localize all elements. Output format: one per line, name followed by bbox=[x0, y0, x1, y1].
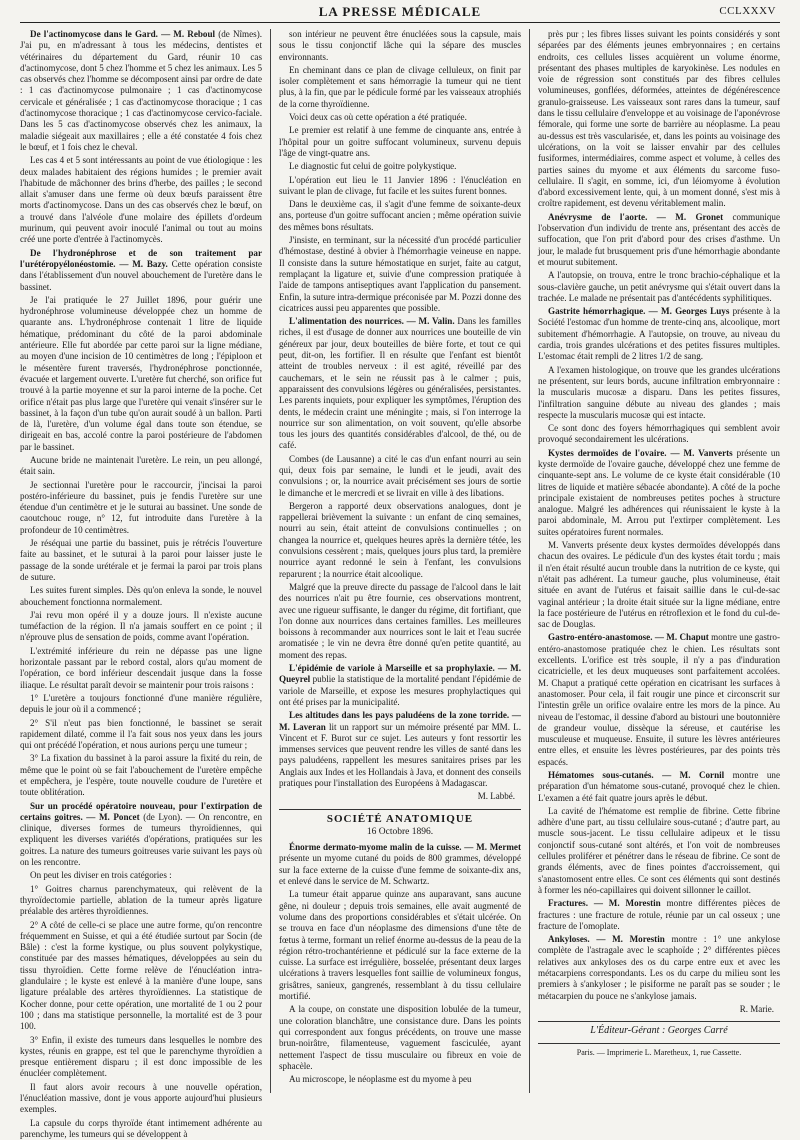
paragraph bbox=[20, 753, 262, 798]
paragraph-text: Dans les familles riches, il est d'usage de donner aux nourrices une bouteille de vin généreux par jour, deux bouteilles de bière forte, et tout ce qui peut, dit-on, les fortifier. Il en résulte que l'enfant est bientôt atteint de troubles nerveux : il est agité, réveillé par des cauchemars, et le sein ne réussit pas à le calmer ; puis, apparaissent des convulsions légères ou généralisées, persistantes. Les parents inquiets, pour expliquer les symptômes, l'éruption des dents, le médecin craint une méningite ; mais, si l'on interroge la nourrice sur son alimentation, on voit souvent, qu'elle absorbe tous les jours des quantités considérables d'alcool, de thé, ou de café. bbox=[279, 316, 521, 451]
paragraph bbox=[538, 365, 780, 421]
paragraph bbox=[20, 1082, 262, 1116]
paragraph-text: Le diagnostic fut celui de goitre polykystique. bbox=[289, 161, 457, 172]
paragraph-text: (de Nîmes). J'ai pu, en m'adressant à tous les médecins, dentistes et vétérinaires du département du Gard, réunir 10 cas d'actinomycose, dont 5 chez l'homme et 5 chez les animaux. Les 5 cas observés chez l'homme se décomposent ainsi par ordre de date : 1 cas d'actinomycose pulmonaire ; 1 cas d'actinomycose cervicale et généralisée ; 1 cas d'actinomycose thoracique ; 1 cas d'actinomycose thoracique ; 1 cas d'actinomycose cervico-faciale. Dans les 5 cas d'actinomycose observés chez les animaux, la maladie siégeait aux maxillaires ; elle a été constatée 4 fois chez le bœuf, et 1 fois chez le cheval. bbox=[20, 29, 263, 152]
paragraph bbox=[279, 29, 521, 63]
paragraph bbox=[279, 454, 521, 499]
paragraph bbox=[20, 29, 262, 153]
paragraph-text: 3° La fixation du bassinet à la paroi assure la fixité du rein, de même que le point où se fait l'abouchement de l'uretère empêche et empêchera, je l'espère, toute nouvelle coudure de l'uretère et toute oblitération. bbox=[20, 753, 262, 798]
paragraph bbox=[279, 889, 521, 1002]
paragraph bbox=[538, 632, 780, 768]
printer-line: Paris. — Imprimerie L. Maretheux, 1, rue Cassette. bbox=[538, 1043, 780, 1058]
column-right bbox=[538, 29, 780, 1093]
paragraph-text: L'extrémité inférieure du rein ne dépasse pas une ligne horizontale passant par le rebord costal, alors qu'au moment de l'opération, ce bord inférieur descendait jusque dans la fosse iliaque. Le résultat paraît devoir se maintenir pour trois raisons : bbox=[20, 645, 262, 690]
paragraph bbox=[279, 316, 521, 452]
paragraph bbox=[279, 1074, 521, 1085]
paragraph-heading: Ankyloses. — M. Morestin bbox=[548, 934, 665, 945]
paragraph bbox=[279, 125, 521, 159]
signature-labbe: M. Labbé. bbox=[477, 791, 515, 802]
paragraph-text: publie la statistique de la mortalité pendant l'épidémie de variole de Marseille, et expose les mesures prophylactiques qui ont été prises par la municipalité. bbox=[279, 674, 521, 707]
paragraph-text: A la coupe, on constate une disposition lobulée de la tumeur, une coloration blanchâtre, une consistance dure. Dans les points qui correspondent aux fongus précédents, on trouve une masse brun-noirâtre, filamenteuse, vaguement fasciculée, ayant nettement l'aspect de tissu musculaire ou fibreux en voie de sphacèle. bbox=[279, 1004, 521, 1071]
paragraph-text: lit un rapport sur un mémoire présenté par MM. L. Vincent et F. Burot sur ce sujet. Les auteurs y font ressortir les immenses services que peuvent rendre les villes de santé dans les pays paludéens, rappellent les mesures sanitaires prises par les Anglais aux Indes et les Hollandais à Java, et donnent des conseils pratiques pour l'installation des Européens à Madagascar. bbox=[279, 721, 521, 788]
paragraph bbox=[20, 480, 262, 536]
paragraph bbox=[20, 585, 262, 608]
paragraph bbox=[538, 806, 780, 896]
paragraph-text: Bergeron a rapporté deux observations analogues, dont je rappellerai brièvement la suivante : un enfant de cinq semaines, nourri au sein, était atteint de convulsions continuelles ; on changea la nourrice et, quelques heures après la dernière tétée, les convulsions cessèrent ; mais, quelques jours plus tard, la première nourrice ayant redonné le sein à l'enfant, les convulsions reparurent ; la nourrice était alcoolique. bbox=[279, 500, 521, 579]
right-articles bbox=[538, 29, 780, 1002]
section-date: 16 Octobre 1896. bbox=[366, 826, 434, 837]
section-title: SOCIÉTÉ ANATOMIQUE bbox=[279, 809, 521, 825]
paragraph-heading: Anévrysme de l'aorte. — M. Gronet bbox=[548, 211, 724, 222]
paragraph bbox=[279, 112, 521, 123]
paragraph bbox=[538, 898, 780, 932]
paragraph bbox=[20, 155, 262, 245]
paragraph-text: L'opération eut lieu le 11 Janvier 1896 : l'énucléation en suivant le plan de clivage, fut facile et les suites furent bonnes. bbox=[279, 174, 521, 196]
paragraph bbox=[20, 1035, 262, 1080]
paragraph-heading: Énorme dermato-myome malin de la cuisse. — M. Mermet bbox=[289, 842, 521, 853]
paragraph-text: J'ai revu mon opéré il y a douze jours. Il n'existe aucune tuméfaction de la région. Il n'a jamais souffert en ce point ; il n'éprouve plus de sensation de poids, comme avant l'opération. bbox=[20, 609, 262, 643]
paragraph bbox=[279, 710, 521, 789]
paragraph-text: A l'autopsie, on trouva, entre le tronc brachio-céphalique et la sous-clavière gauche, un petit anévrysme qui s'était ouvert dans la trachée. Le malade ne présentait pas d'antécédents syphilitiques. bbox=[538, 270, 780, 303]
paragraph-text: On peut les diviser en trois catégories : bbox=[30, 870, 172, 881]
paragraph bbox=[538, 540, 780, 630]
paragraph bbox=[538, 212, 780, 268]
paragraph-text: Je sectionnai l'uretère pour le raccourcir, j'incisai la paroi postéro-inférieure du bassinet, puis je fendis l'uretère sur une étendue d'un centimètre et je le suturai au bassinet. Une sonde de caoutchouc rouge, n° 12, fut introduite dans l'uretère à la profondeur de 10 centimètres. bbox=[20, 479, 262, 535]
paragraph-text: son intérieur ne peuvent être énucléées sous la capsule, mais sous le tissu conjonctif lâche qui la sépare des muscles environnants. bbox=[279, 29, 521, 62]
paragraph-heading: Fractures. — M. Morestin bbox=[548, 898, 661, 909]
paragraph bbox=[20, 646, 262, 691]
middle-articles bbox=[279, 29, 521, 789]
anatomique-articles bbox=[279, 842, 521, 1085]
paragraph-text: montre une gastro-entéro-anastomose pratiquée chez le chien. Les résultats sont excellents. L'orifice est très souple, il n'y a pas d'induration cicatricielle, et les deux muqueuses sont parfaitement accolées. M. Chaput a pratiqué cette opération en cicatrisant les surfaces à anastomoser. Pour cela, il fait rougir une pince et circonscrit sur l'intestin grêle un orifice ovalaire entre les mors de la pince. Au niveau de l'estomac, il dessine d'abord au bistouri une boutonnière de grandeur voulue, dissèque la séreuse, et cautérise les musculeuse et muqueuse. Ensuite, il suture les lèvres antérieures entre elles, et ensuite les lèvres postérieures, par des points très espacés. bbox=[538, 632, 780, 767]
paragraph bbox=[20, 538, 262, 583]
paragraph-heading: Sur un procédé opératoire nouveau, pour l'extirpation de certains goitres. — M. Poncet bbox=[20, 800, 262, 822]
paragraph bbox=[279, 175, 521, 198]
paragraph-text: présente à la Société l'estomac d'un homme de trente-cinq ans, alcoolique, mort subitement d'hémorrhagie. A l'autopsie, on trouve, au niveau du cardia, trois grandes ulcérations et des petites fissures multiples. L'estomac était rempli de 2 litres 1/2 de sang. bbox=[538, 306, 780, 362]
paragraph-text: montre une préparation d'un hématome sous-cutané, provoqué chez le chien. L'examen a été fait quatre jours après le début. bbox=[538, 770, 780, 803]
paragraph-text: Combes (de Lausanne) a cité le cas d'un enfant nourri au sein qui, deux fois par semaine, le lundi et le jeudi, avait des convulsions ; or, la nourrice avait précisément ses jours de sortie le dimanche et le mercredi et se livrait en ville à des libations. bbox=[279, 453, 521, 498]
footer-rule bbox=[538, 1021, 780, 1022]
paragraph-text: 1° L'uretère a toujours fonctionné d'une manière régulière, depuis le jour où il a commencé ; bbox=[20, 692, 262, 715]
paragraph-text: A l'examen histologique, on trouve que les grandes ulcérations ne présentent, sur leurs bords, aucune infiltration embryonnaire : la muscularis mucosæ a disparu. Dans les petites fissures, l'infiltration sanguine débute au niveau des glandes ; mais respecte la muscularis mucosæ qui est intacte. bbox=[538, 364, 780, 420]
paragraph-heading: Gastrite hémorrhagique. — M. Georges Luys bbox=[548, 306, 730, 317]
paragraph bbox=[538, 423, 780, 446]
paragraph-text: La capsule du corps thyroïde étant intimement adhérente au parenchyme, les tumeurs qui se développent à bbox=[20, 1117, 262, 1139]
column-middle bbox=[279, 29, 521, 1093]
paragraph-text: Au microscope, le néoplasme est du myome à peu bbox=[289, 1074, 472, 1085]
paragraph-text: Le premier est relatif à une femme de cinquante ans, entrée à l'hôpital pour un goitre suffocant volumineux, survenu depuis l'âge de vingt-quatre ans. bbox=[279, 125, 521, 158]
paragraph-text: 2° S'il n'eut pas bien fonctionné, le bassinet se serait rapidement dilaté, comme il l'a fait sous nos yeux dans les jours qui ont précédé l'opération, et nous aurions perçu une tumeur ; bbox=[20, 717, 262, 751]
paragraph bbox=[279, 842, 521, 887]
paragraph-text: Je l'ai pratiquée le 27 Juillet 1896, pour guérir une hydronéphrose volumineuse développée chez un homme de quarante ans. L'hydronéphrose contenait 1 litre de liquide hématique, prédominant du côté de la paroi abdominale antérieure. Elle fut abordée par cette paroi sur la ligne médiane, au moyen d'une incision de 10 centimètres de long ; l'épiploon et le mésentère furent traversés, l'hydronéphrose ponctionnée, évacuée et largement ouverte. L'uretère fut cherché, son orifice fut trouvé à la partie moyenne et sur la paroi interne de la poche. Cet orifice n'était pas plus large que l'uretère qui venait s'insérer sur le bassinet, à la façon d'un tube qu'on aurait soudé à un ballon. Parti de là, l'uretère, d'un volume égal dans toute son étendue, se dirigeait en bas, accolé contre la paroi postérieure de l'abdomen par le bassinet. bbox=[20, 294, 262, 452]
paragraph bbox=[279, 501, 521, 580]
editor-line: L'Éditeur-Gérant : Georges Carré bbox=[590, 1025, 728, 1037]
paragraph-text: 1° Goitres charnus parenchymateux, qui relèvent de la thyroïdectomie partielle, ablation de la tumeur après ligature préalable des artères thyroïdiennes. bbox=[20, 883, 262, 917]
paragraph-text: Il faut alors avoir recours à une nouvelle opération, l'énucléation massive, dont je vous apporte aujourd'hui plusieurs exemples. bbox=[20, 1081, 262, 1115]
paragraph-text: 2° A côté de celle-ci se place une autre forme, qu'on rencontre fréquemment en Suisse, et qui a été étudiée surtout par Socin (de Bâle) : c'est la forme kystique, ou plus souvent polykystique, constituée par des masses hématiques, développées au sein du tissu thyroïdien. Cette forme relève de l'énucléation intra-glandulaire ; le kyste est enlevé à la manière d'une loupe, sans ligature préalable des artères thyroïdiennes. La statistique de Kocher donne, pour cette opération, une mortalité de 1 ou 2 pour 100 ; dans ma statistique personnelle, la mortalité est de 3 pour 100. bbox=[20, 919, 262, 1032]
paragraph bbox=[538, 306, 780, 362]
paragraph bbox=[20, 610, 262, 644]
paragraph-heading: Les altitudes dans les pays paludéens de la zone torride. — M. Laveran bbox=[279, 710, 521, 732]
paragraph bbox=[538, 770, 780, 804]
page-header bbox=[20, 0, 780, 23]
paragraph-heading: Hématomes sous-cutanés. — M. Cornil bbox=[548, 770, 725, 780]
journal-title: LA PRESSE MÉDICALE bbox=[318, 4, 482, 19]
paragraph-text: présente un kyste dermoïde de l'ovaire gauche, développé chez une femme de cinquante-sept ans. Le volume de ce kyste était considérable (10 litres de liquide et matière sébacée abondante). A côté de la poche principale existaient de nombreuses petites poches à structure analogue. Malgré les adhérences qui réunissaient le kyste à la paroi abdominale, M. Arrou put l'extirper complètement. Les suites opératoires furent normales. bbox=[538, 447, 780, 537]
paragraph bbox=[20, 920, 262, 1033]
paragraph-text: Les cas 4 et 5 sont intéressants au point de vue étiologique : les deux malades habitaient des régions humides ; le premier avait l'habitude de mâchonner des brins d'herbe, des pailles ; le second allait s'amuser dans une ferme où deux bœufs paraissent être morts d'actinomycose. Dans un des cas observés chez le bœuf, on a trouvé dans l'alvéole d'une molaire des épillets d'ordeum murinum, qui peuvent avoir inoculé l'animal ou tout au moins créé une porte d'entrée à l'actinomycès. bbox=[20, 155, 262, 245]
paragraph-heading: Kystes dermoïdes de l'ovaire. — M. Vanverts bbox=[548, 447, 733, 458]
paragraph-text: Cette opération consiste dans l'établissement d'un nouvel abouchement de l'uretère dans le bassinet. bbox=[20, 258, 262, 292]
column-rule bbox=[270, 29, 271, 1093]
signature-marie: R. Marie. bbox=[739, 1003, 774, 1014]
paragraph bbox=[279, 1004, 521, 1072]
column-left bbox=[20, 29, 263, 1139]
paragraph-text: 3° Enfin, il existe des tumeurs dans lesquelles le nombre des kystes, réunis en grappe, est tel que le parenchyme thyroïdien a presque entièrement disparu ; il est donc impossible de les énucléer complètement. bbox=[20, 1034, 262, 1079]
paragraph-heading: L'épidémie de variole à Marseille et sa prophylaxie. — M. Queyrel bbox=[279, 663, 521, 685]
paragraph bbox=[20, 801, 262, 869]
paragraph-text: Voici deux cas où cette opération a été pratiquée. bbox=[289, 112, 467, 123]
paragraph-text: J'insiste, en terminant, sur la nécessité d'un procédé particulier d'hémostase, destiné à obvier à l'hémorrhagie veineuse en nappe. Il consiste dans la suture hémostatique en surjet, faite au catgut, remplaçant la ligature et, suivie d'une compression pratiquée à l'aide de tampons antiseptiques avant l'application du pansement. Enfin, la suture intra-dermique préconisée par M. Pozzi donne des cicatrices aussi peu apparentes que possible. bbox=[279, 235, 521, 313]
paragraph bbox=[20, 693, 262, 716]
paragraph bbox=[20, 295, 262, 453]
paragraph bbox=[20, 884, 262, 918]
paragraph bbox=[279, 663, 521, 708]
columns bbox=[10, 23, 790, 1139]
paragraph bbox=[20, 870, 262, 881]
paragraph-heading: De l'hydronéphrose et de son traitement par l'urétéropyélonéostomie. — M. Bazy. bbox=[20, 247, 262, 269]
paragraph bbox=[20, 718, 262, 752]
paragraph-text: communique l'observation d'un individu de trente ans, présentant des accès de suffocation, que l'on prit d'abord pour des crises d'asthme. Un jour, le malade fut brusquement pris d'une hémorrhagie abondante et mourut subitement. bbox=[538, 211, 780, 267]
paragraph-text: La tumeur était apparue quinze ans auparavant, sans aucune gêne, ni douleur ; depuis trois semaines, elle avait augmenté de volume dans des proportions considérables et s'était ulcérée. On se trouva en face d'un néoplasme des dimensions d'une tête de fœtus à terme, formant un relief énorme au-dessus de la peau de la région rétro-trochantérienne et pédiculé sur la face externe de la cuisse. La surface est irrégulière, bosselée, présentant deux larges ulcérations à travers lesquelles font saillie de volumineux fongus, grisâtres, sanieux, gangrenés, ressemblant à du tissu cellulaire mortifié. bbox=[279, 889, 521, 1002]
paragraph bbox=[279, 65, 521, 110]
paragraph bbox=[538, 29, 780, 210]
column-rule bbox=[529, 29, 530, 1093]
paragraph-text: M. Vanverts présente deux kystes dermoïdes développés dans chacun des ovaires. Le pédicule d'un des kystes était tordu ; mais il n'en était résulté aucun trouble dans la nutrition de ce kyste, qui n'était pas adhérent. La tumeur gauche, plus volumineuse, était située en avant de l'utérus et faisait saillie dans le cul-de-sac vaginal antérieur ; la droite était située sur la ligne médiane, entre la face postérieure de l'utérus en rétroflexion et le fond du cul-de-sac de Douglas. bbox=[538, 540, 780, 630]
paragraph-text: Malgré que la preuve directe du passage de l'alcool dans le lait des nourrices n'ait pu être fournie, ces observations montrent, avec une rigueur suffisante, le danger du régime, dit fortifiant, que l'on donne aux nourrices dans certaines familles. Les meilleures boissons à recommander aux nourrices sont le lait et l'eau sucrée aromatisée ; le vin ne devra être donné qu'en petite quantité, au moment des repas. bbox=[279, 581, 521, 660]
paragraph bbox=[538, 270, 780, 304]
paragraph-text: Aucune bride ne maintenait l'uretère. Le rein, un peu allongé, était sain. bbox=[20, 454, 262, 477]
paragraph bbox=[538, 448, 780, 538]
paragraph-text: La cavité de l'hématome est remplie de fibrine. Cette fibrine adhère d'une part, au tissu cellulaire sous-cutané ; d'autre part, au muscle sous-jacent. Le tissu cellulaire adipeux et le tissu conjonctif sous-cutané sont altérés, et l'on voit de nombreuses cellules proliférer et pénétrer dans le réseau de fibrine. Ce sont de grands éléments, avec de fines pointes d'accroissement, qui s'anastomosent entre elles. Ce sont ces éléments qui sont destinés à former les néo-capillaires qui doivent sillonner le caillot. bbox=[538, 805, 780, 895]
paragraph-text: montre différentes pièces de fractures : une fracture de rotule, réunie par un cal osseux ; une fracture de l'omoplate. bbox=[538, 898, 780, 931]
paragraph bbox=[20, 455, 262, 478]
page-number: CCLXXXV bbox=[719, 5, 776, 17]
paragraph-text: Les suites furent simples. Dès qu'on enleva la sonde, le nouvel abouchement fonctionna normalement. bbox=[20, 585, 262, 607]
paragraph-text: présente un myome cutané du poids de 800 grammes, développé sur la face externe de la cuisse d'une femme de soixante-dix ans, et enlevé dans le service de M. Schwartz. bbox=[279, 853, 521, 887]
paragraph-text: Ce sont donc des foyers hémorrhagiques qui semblent avoir provoqué secondairement les ulcérations. bbox=[538, 423, 780, 445]
paragraph bbox=[279, 582, 521, 661]
paragraph bbox=[20, 248, 262, 293]
paragraph-text: (de Lyon). — On rencontre, en clinique, diverses formes de tumeurs thyroïdiennes, qui expliquent les diverses variétés d'opérations, pratiquées sur les goitres. La nature des tumeurs goitreuses varie suivant les pays où on les rencontre. bbox=[20, 811, 262, 868]
paragraph-heading: Gastro-entéro-anastomose. — M. Chaput bbox=[548, 632, 709, 643]
paragraph bbox=[538, 934, 780, 1002]
paragraph bbox=[279, 235, 521, 314]
paragraph-heading: De l'actinomycose dans le Gard. — M. Reboul bbox=[30, 29, 216, 39]
paragraph-text: En cheminant dans ce plan de clivage celluleux, on finit par isoler complètement et sans hémorragie la tumeur qui ne tient plus, à la fin, que par le pédicule formé par les vaisseaux atrophiés de la corne thyroïdienne. bbox=[279, 64, 521, 109]
paragraph bbox=[279, 161, 521, 172]
paragraph-text: montre : 1° une ankylose complète de l'astragale avec le scaphoïde ; 2° différentes pièces relatives aux ankyloses des os du carpe entre eux et avec les métacarpiens correspondants. Les os du carpe du milieu sont les premiers à s'ankyloser ; le pisiforme ne paraît pas se souder ; le métacarpien du pouce ne s'ankylose jamais. bbox=[538, 934, 780, 1001]
paragraph-text: Je réséquai une partie du bassinet, puis je rétrécis l'ouverture faite au bassinet, et le suturai à la paroi pour laisser juste le passage de la sonde urétérale et je fermai la paroi par trois plans de suture. bbox=[20, 538, 262, 582]
paragraph-text: Dans le deuxième cas, il s'agit d'une femme de soixante-deux ans, porteuse d'un goitre suffocant ancien ; même opération suivie des mêmes bons résultats. bbox=[279, 199, 521, 232]
paragraph-heading: L'alimentation des nourrices. — M. Valin. bbox=[289, 316, 455, 327]
paragraph bbox=[279, 199, 521, 233]
paragraph-text: près pur ; les fibres lisses suivant les points considérés y sont séparées par des éléments jeunes embryonnaires ; en certains endroits, ces cellules lisses acquièrent un volume énorme, présentant des phases multiples de karyokinèse. Les nodules en voie de régression sont constitués par des fibres cellules volumineuses, gonflées, déformées, atteintes de dégénérescence granulo-graisseuse. Les vaisseaux sont rares dans la tumeur, sauf dans le tissu cellulaire d'enveloppe et au voisinage de l'aponévrose fémorale, qui forme une sorte de barrière au néoplasme. La peau au-dessus est très vascularisée, et, dans les points au voisinage des ulcérations, on la voit se laisser envahir par des cellules fusiformes, intermédiaires, comme aspect et volume, à celles des parties saines du myome et aux éléments du sarcome fuso-cellulaire. Il s'agit, en somme, ici, d'un léiomyome à évolution d'abord excessivement lente, qui, à un moment donné, s'est mis à croître rapidement, est devenu véritablement malin. bbox=[538, 29, 780, 209]
paragraph bbox=[20, 1118, 262, 1140]
